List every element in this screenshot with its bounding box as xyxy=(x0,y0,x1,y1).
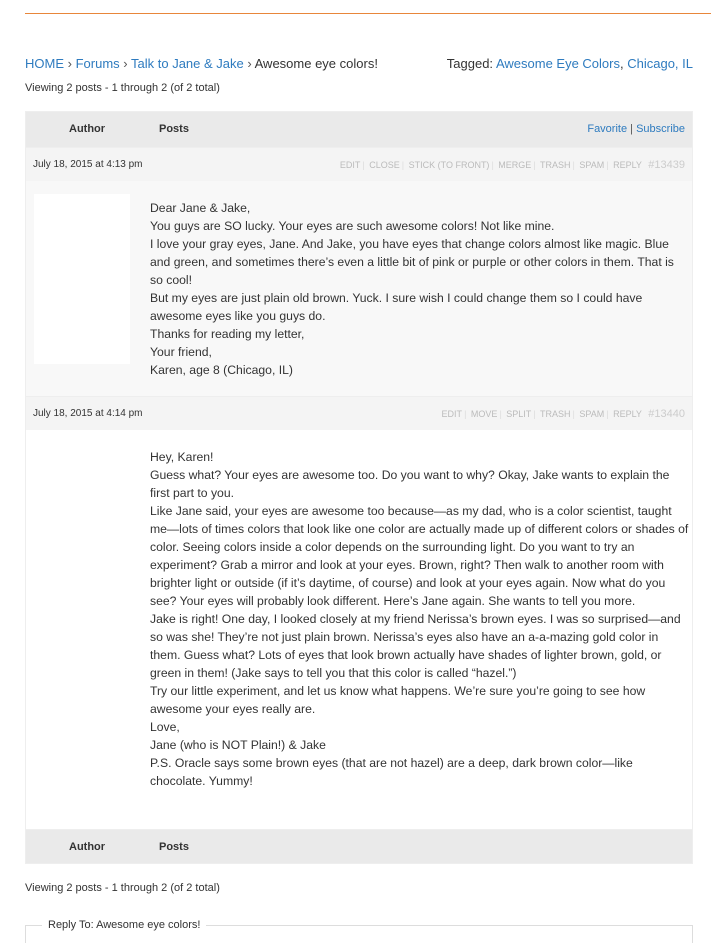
column-posts-heading: Posts xyxy=(159,841,189,853)
reply-link[interactable]: REPLY xyxy=(613,160,642,170)
post-line: P.S. Oracle says some brown eyes (that are not hazel) are a deep, dark brown color—like chocolate. Yummy! xyxy=(150,756,633,788)
tag-link[interactable]: Chicago, IL xyxy=(627,56,693,71)
post-permalink[interactable]: #13439 xyxy=(648,159,685,171)
post-line: Karen, age 8 (Chicago, IL) xyxy=(150,363,293,377)
pagination-count: Viewing 2 posts - 1 through 2 (of 2 total) xyxy=(25,882,220,894)
post-permalink[interactable]: #13440 xyxy=(648,408,685,420)
post-line: Dear Jane & Jake, xyxy=(150,201,251,215)
topic-tags: Tagged: Awesome Eye Colors, Chicago, IL xyxy=(446,56,693,71)
post-line: Jane (who is NOT Plain!) & Jake xyxy=(150,738,326,752)
favorite-link[interactable]: Favorite xyxy=(587,123,628,135)
post-line: Guess what? Your eyes are awesome too. Do you want to why? Okay, Jake wants to explain the first part to you. xyxy=(150,468,670,500)
header-divider xyxy=(25,13,711,14)
post-admin-links: EDIT | CLOSE | STICK (TO FRONT) | MERGE | TRASH | SPAM | REPLY #13439 xyxy=(339,159,685,171)
post-date: July 18, 2015 at 4:14 pm xyxy=(33,408,143,419)
breadcrumb-home-link[interactable]: HOME xyxy=(25,56,64,71)
table-footer xyxy=(26,829,692,863)
post-content xyxy=(150,448,690,790)
post-date: July 18, 2015 at 4:13 pm xyxy=(33,159,143,170)
trash-link[interactable]: TRASH xyxy=(540,409,571,419)
post-body xyxy=(26,430,692,829)
topic-posts-table xyxy=(25,111,693,864)
breadcrumb xyxy=(25,56,378,72)
trash-link[interactable]: TRASH xyxy=(540,160,571,170)
post-line: Thanks for reading my letter, xyxy=(150,327,305,341)
pagination-count: Viewing 2 posts - 1 through 2 (of 2 total) xyxy=(25,82,220,94)
stick-to-front-link[interactable]: (TO FRONT) xyxy=(437,160,490,170)
tags-label: Tagged: xyxy=(446,56,494,71)
stick-link[interactable]: STICK xyxy=(408,160,436,170)
split-link[interactable]: SPLIT xyxy=(506,409,532,419)
reply-form xyxy=(25,919,693,943)
column-author-heading: Author xyxy=(69,841,106,853)
post-content xyxy=(150,199,690,379)
post-meta xyxy=(26,396,692,430)
edit-link[interactable]: EDIT xyxy=(339,160,361,170)
post-line: Jake is right! One day, I looked closely at my friend Nerissa’s brown eyes. I was so surprised—and so was she! They’re not just plain brown. Nerissa’s eyes also have an a-a-mazing gold color in them. Guess what? Lots of eyes that look brown actually have shades of lighter brown, gold, or green in them! (Jake says to tell you that this color is called “hazel.”) xyxy=(150,612,681,680)
breadcrumb-separator: › xyxy=(247,56,252,71)
column-author-heading: Author xyxy=(69,123,106,135)
move-link[interactable]: MOVE xyxy=(470,409,498,419)
breadcrumb-separator: › xyxy=(67,56,72,71)
subscribe-link[interactable]: Subscribe xyxy=(636,123,685,135)
post-line: Try our little experiment, and let us know what happens. We’re sure you’re going to see how awesome your eyes really are. xyxy=(150,684,646,716)
merge-link[interactable]: MERGE xyxy=(498,160,532,170)
reply-form-legend: Reply To: Awesome eye colors! xyxy=(42,919,206,931)
post-line: I love your gray eyes, Jane. And Jake, you have eyes that change colors almost like magic. Blue and green, and sometimes there’s even a little bit of pink or purple or other colors in them. That is so cool! xyxy=(150,237,674,287)
close-link[interactable]: CLOSE xyxy=(369,160,400,170)
edit-link[interactable]: EDIT xyxy=(441,409,463,419)
post-line: Hey, Karen! xyxy=(150,450,214,464)
post-line: You guys are SO lucky. Your eyes are such awesome colors! Not like mine. xyxy=(150,219,555,233)
post-line: Like Jane said, your eyes are awesome too because—as my dad, who is a color scientist, taught me—lots of times colors that look like one color are actually made up of different colors or shades of color. Seeing colors inside a color depends on the surrounding light. Do you want to try an experiment? Grab a mirror and look at your eyes. Brown, right? Then walk to another room with brighter light or outside (if it’s daytime, of course) and look at your eyes again. Now what do you see? Your eyes will probably look different. Here’s Jane again. She wants to tell you more. xyxy=(150,504,689,608)
breadcrumb-forum-link[interactable]: Talk to Jane & Jake xyxy=(131,56,244,71)
post-line: But my eyes are just plain old brown. Yuck. I sure wish I could change them so I could have awesome eyes like you guys do. xyxy=(150,291,643,323)
tag-link[interactable]: Awesome Eye Colors xyxy=(495,56,620,71)
post-line: Your friend, xyxy=(150,345,212,359)
action-separator: | xyxy=(630,123,634,135)
spam-link[interactable]: SPAM xyxy=(579,409,605,419)
spam-link[interactable]: SPAM xyxy=(579,160,605,170)
post-meta xyxy=(26,147,692,181)
post-line: Love, xyxy=(150,720,180,734)
post-body xyxy=(26,181,692,396)
reply-link[interactable]: REPLY xyxy=(613,409,642,419)
breadcrumb-separator: › xyxy=(123,56,128,71)
breadcrumb-forums-link[interactable]: Forums xyxy=(75,56,120,71)
topic-actions xyxy=(587,123,685,135)
post-admin-links: EDIT | MOVE | SPLIT | TRASH | SPAM | REPLY #13440 xyxy=(441,408,685,420)
author-avatar xyxy=(34,194,130,364)
breadcrumb-current-topic: Awesome eye colors! xyxy=(254,56,378,71)
table-header xyxy=(26,112,692,147)
column-posts-heading: Posts xyxy=(159,123,189,135)
